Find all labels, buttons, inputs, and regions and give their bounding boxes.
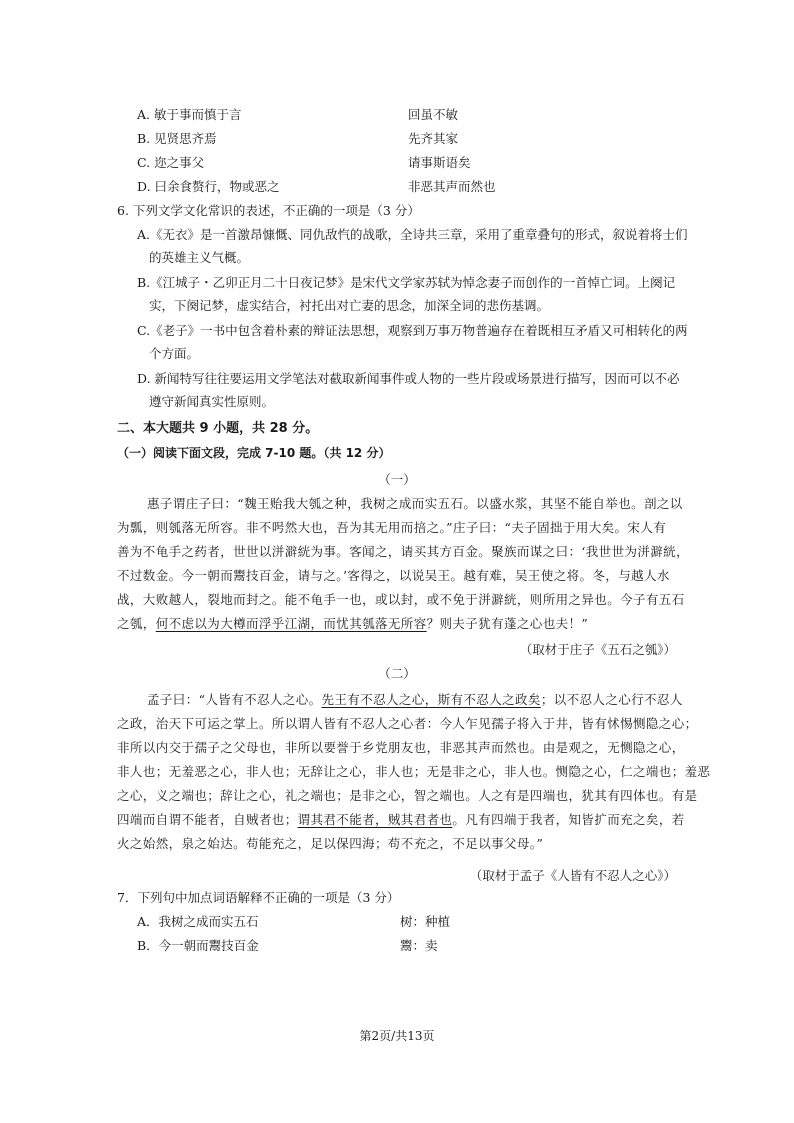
q7-option-b: B．今一朝而鬻技百金 — [137, 938, 259, 953]
q6-option-d-cont: 遵守新闻真实性原则。 — [149, 394, 275, 409]
passage-1-line: 战，大败越人，裂地而封之。能不龟手一也，或以封，或不免于洴澼絖，则所用之异也。今子有五石 — [117, 592, 685, 607]
passage-1-line — [117, 612, 588, 636]
q6-option-b: B.《江城子・乙卯正月二十日夜记梦》是宋代文学家苏轼为悼念妻子而创作的一首悼亡词。上阕记 — [137, 275, 676, 290]
passage-2-line: 之心，义之端也；辞让之心，礼之端也；是非之心，智之端也。人之有是四端也，犹其有四体也。有是 — [117, 788, 698, 803]
q5-option-c-right: 请事斯语矣 — [408, 155, 471, 170]
q5-option-a: A. 敏于事而慎于言 — [137, 107, 242, 122]
q5-option-b-right: 先齐其家 — [408, 131, 459, 146]
underlined-sentence: 何不虑以为大樽而浮乎江湖，而忧其瓠落无所容 — [155, 616, 427, 631]
q6-option-d: D. 新闻特写往往要运用文学笔法对截取新闻事件或人物的一些片段或场景进行描写，因而可以不必 — [137, 371, 680, 386]
passage-1-line: 不过数金。今一朝而鬻技百金，请与之。’客得之，以说吴王。越有难，吴王使之将。冬，与越人水 — [117, 568, 670, 583]
q5-option-d-right: 非恶其声而然也 — [408, 179, 496, 194]
page-footer: 第2页/共13页 — [359, 1029, 435, 1043]
underlined-sentence: 先王有不忍人之心，斯有不忍人之政矣 — [321, 692, 541, 707]
passage-2-line: 之政，治天下可运之掌上。所以谓人皆有不忍人之心者：今人乍见孺子将入于井，皆有怵惕恻隐之心； — [117, 716, 698, 731]
q6-option-a-cont: 的英雄主义气概。 — [149, 250, 250, 265]
q6-stem: 6. 下列文学文化常识的表述，不正确的一项是（3 分） — [117, 203, 420, 218]
passage-text: 四端而自谓不能者，自贼者也； — [117, 812, 298, 827]
passage-1-label: （一） — [378, 472, 416, 487]
q6-option-a: A.《无衣》是一首激昂慷慨、同仇敌忾的战歌，全诗共三章，采用了重章叠句的形式，叙说着将士们 — [137, 227, 688, 242]
passage-text: 。凡有四端于我者，知皆扩而充之矣，若 — [452, 812, 685, 827]
passage-2-line — [147, 688, 683, 712]
passage-text: ？则夫子犹有蓬之心也夫！” — [426, 616, 589, 631]
passage-2-line: 非人也；无羞恶之心，非人也；无辞让之心，非人也；无是非之心，非人也。恻隐之心，仁之端也；羞恶 — [117, 764, 711, 779]
passage-2-line: 非所以内交于孺子之父母也，非所以要誉于乡党朋友也，非恶其声而然也。由是观之，无恻隐之心， — [117, 740, 685, 755]
q5-option-d: D. 曰余食赘行，物或恶之 — [137, 179, 280, 194]
passage-1-source: （取材于庄子《五石之瓠》） — [519, 642, 676, 657]
q5-option-a-right: 回虽不敏 — [408, 107, 459, 122]
passage-2-line — [117, 808, 685, 832]
q6-option-c-cont: 个方面。 — [149, 346, 200, 361]
passage-1-line: 为瓢，则瓠落无所容。非不呺然大也，吾为其无用而掊之。”庄子曰：“夫子固拙于用大矣。宋人有 — [117, 520, 667, 535]
subsection-1-title: （一）阅读下面文段，完成 7-10 题。（共 12 分） — [117, 446, 391, 460]
passage-1-line: 善为不龟手之药者，世世以洴澼絖为事。客闻之，请买其方百金。聚族而谋之曰：‘我世世为洴澼絖， — [117, 544, 689, 559]
passage-2-source: （取材于孟子《人皆有不忍人之心》） — [469, 868, 676, 883]
q7-option-a: A．我树之成而实五石 — [137, 914, 259, 929]
q7-option-a-right: 树：种植 — [400, 914, 451, 929]
passage-text: 之瓠， — [117, 616, 156, 631]
passage-2-line: 火之始然，泉之始达。苟能充之，足以保四海；苟不充之，不足以事父母。” — [117, 836, 544, 851]
passage-text: 孟子曰：“人皆有不忍人之心。 — [147, 692, 322, 707]
passage-text: ；以不忍人之心行不忍人 — [540, 692, 683, 707]
section-2-title: 二、本大题共 9 小题，共 28 分。 — [117, 421, 319, 436]
q5-option-c: C. 迩之事父 — [137, 155, 205, 170]
passage-2-label: （二） — [378, 666, 416, 681]
q7-option-b-right: 鬻：卖 — [400, 938, 438, 953]
underlined-sentence: 谓其君不能者，贼其君者也 — [297, 812, 453, 827]
q6-option-c: C.《老子》一书中包含着朴素的辩证法思想，观察到万事万物普遍存在着既相互矛盾又可相转化的两 — [137, 323, 688, 338]
q5-option-b: B. 见贤思齐焉 — [137, 131, 217, 146]
q7-stem: 7．下列句中加点词语解释不正确的一项是（3 分） — [117, 890, 400, 905]
q6-option-b-cont: 实，下阕记梦，虚实结合，衬托出对亡妻的思念，加深全词的悲伤基调。 — [149, 298, 550, 313]
passage-1-line: 惠子谓庄子曰：“魏王贻我大瓠之种，我树之成而实五石。以盛水浆，其坚不能自举也。剖之以 — [147, 496, 683, 511]
